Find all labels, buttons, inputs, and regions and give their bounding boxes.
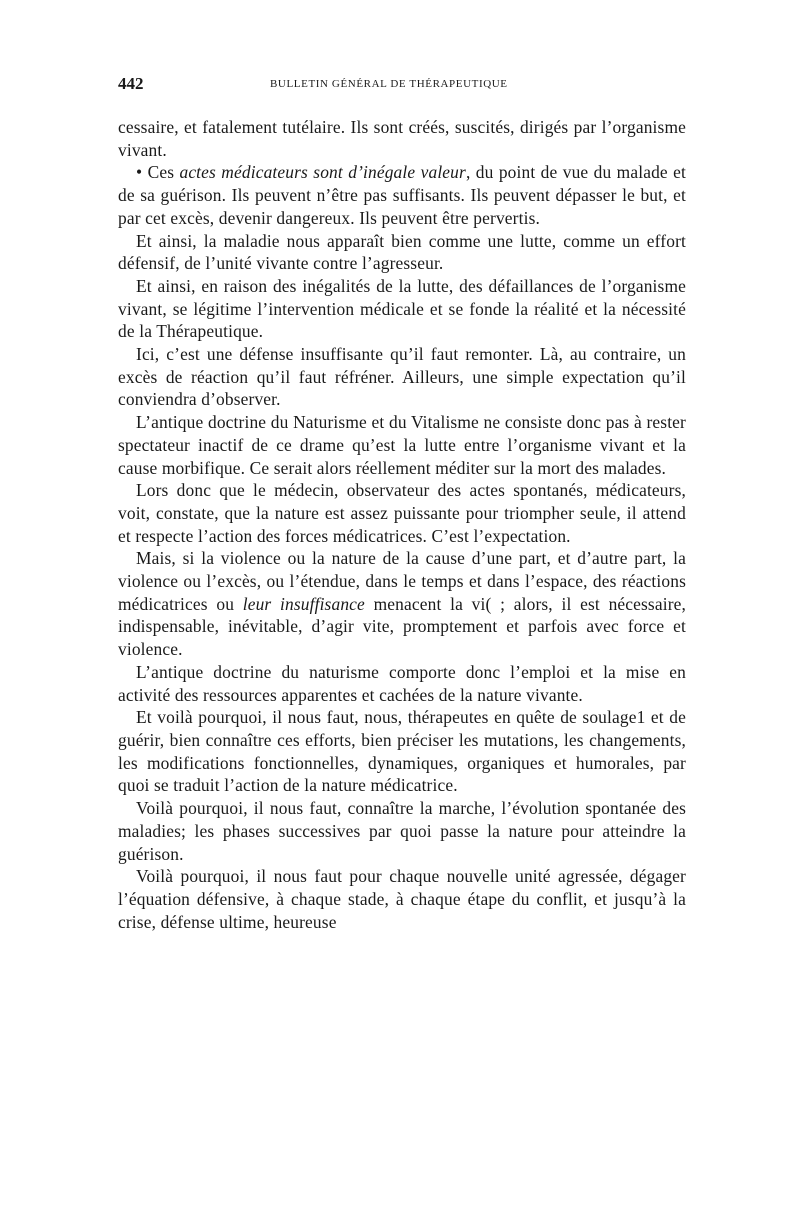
body-text bbox=[118, 116, 686, 933]
italic-phrase: actes médicateurs sont d’inégale valeur bbox=[179, 162, 466, 183]
italic-phrase: leur insuffisance bbox=[242, 593, 365, 614]
paragraph: L’antique doctrine du naturisme comporte donc l’emploi et la mise en activité des ressources apparentes et cachées de la nature vivante. bbox=[118, 661, 686, 705]
paragraph: Et voilà pourquoi, il nous faut, nous, thérapeutes en quête de soulage1 et de guérir, bien connaître ces efforts, bien préciser les mutations, les changements, les modifications fonctionnelles, dynamiques, organiques et humorales, par quoi se traduit l’action de la nature médicatrice. bbox=[118, 707, 686, 796]
paragraph: Lors donc que le médecin, observateur des actes spontanés, médicateurs, voit, constate, que la nature est assez puissante pour triompher seule, il attend et respecte l’action des forces médicatrices. C’est l’expectation. bbox=[118, 480, 686, 546]
document-page bbox=[118, 72, 686, 933]
running-header bbox=[118, 72, 686, 98]
paragraph: Ici, c’est une défense insuffisante qu’il faut remonter. Là, au contraire, un excès de réaction qu’il faut réfréner. Ailleurs, une simple expectation qu’il conviendra d’observer. bbox=[118, 344, 686, 410]
paragraph: • Ces actes médicateurs sont d’inégale valeur, du point de vue du malade et de sa guérison. Ils peuvent n’être pas suffisants. Ils peuvent dépasser le but, et par cet excès, devenir dangereux. Ils peuvent être pervertis. bbox=[118, 162, 686, 228]
page-number: 442 bbox=[118, 74, 144, 93]
paragraph: Mais, si la violence ou la nature de la cause d’une part, et d’autre part, la violence ou l’excès, ou l’étendue, dans le temps et dans l’espace, des réactions médicatrices ou leur insuffisance menacent la vi( ; alors, il est nécessaire, indispensable, inévitable, d’agir vite, promptement et parfois avec force et violence. bbox=[118, 548, 687, 660]
paragraph: Et ainsi, la maladie nous apparaît bien comme une lutte, comme un effort défensif, de l’unité vivante contre l’agresseur. bbox=[118, 230, 686, 274]
paragraph: L’antique doctrine du Naturisme et du Vitalisme ne consiste donc pas à rester spectateur inactif de ce drame qu’est la lutte entre l’organisme vivant et la cause morbifique. Ce serait alors réellement méditer sur la mort des malades. bbox=[118, 412, 686, 478]
paragraph: Et ainsi, en raison des inégalités de la lutte, des défaillances de l’organisme vivant, se légitime l’intervention médicale et se fonde la réalité et la nécessité de la Thérapeutique. bbox=[118, 275, 686, 342]
paragraph: cessaire, et fatalement tutélaire. Ils sont créés, suscités, dirigés par l’organisme vivant. bbox=[118, 117, 686, 160]
journal-title: BULLETIN GÉNÉRAL DE THÉRAPEUTIQUE bbox=[270, 78, 508, 90]
paragraph: Voilà pourquoi, il nous faut pour chaque nouvelle unité agressée, dégager l’équation défensive, à chaque stade, à chaque étape du conflit, et jusqu’à la crise, défense ultime, heureuse bbox=[118, 866, 686, 932]
paragraph: Voilà pourquoi, il nous faut, connaître la marche, l’évolution spontanée des maladies; les phases successives par quoi passe la nature pour atteindre la guérison. bbox=[118, 798, 686, 864]
